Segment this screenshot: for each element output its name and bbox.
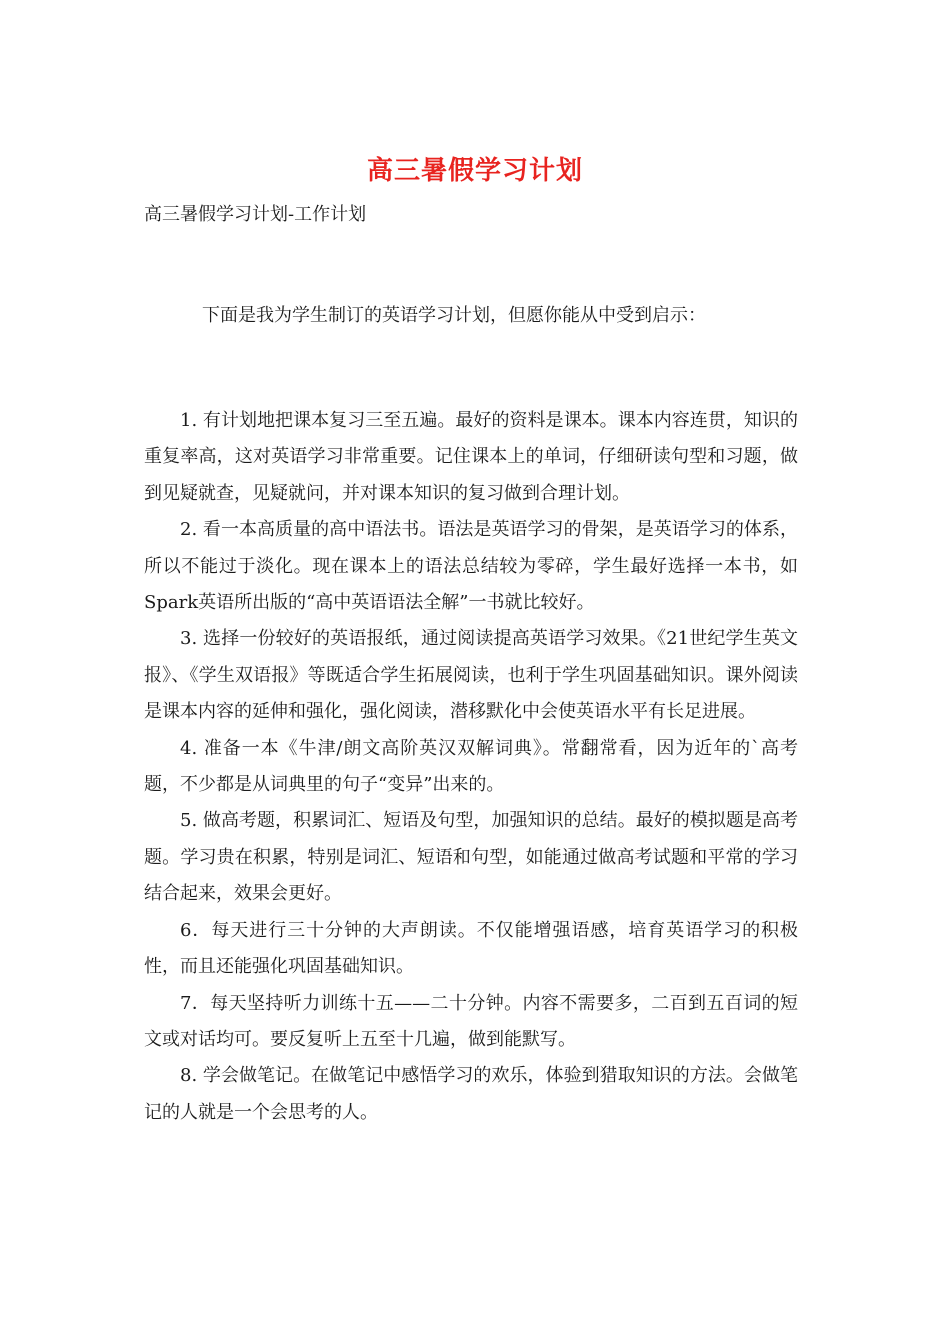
- document-body: [144, 403, 798, 1131]
- paragraph-2: 2. 看一本高质量的高中语法书。语法是英语学习的骨架，是英语学习的体系，所以不能过于淡化。现在课本上的语法总结较为零碎，学生最好选择一本书，如Spark英语所出版的“高中英语语法全解”一书就比较好。: [144, 519, 798, 614]
- document-subtitle: 高三暑假学习计划-工作计划: [144, 204, 367, 225]
- intro-text: 下面是我为学生制订的英语学习计划，但愿你能从中受到启示：: [202, 305, 706, 326]
- paragraph-7: 7．每天坚持听力训练十五——二十分钟。内容不需要多，二百到五百词的短文或对话均可。要反复听上五至十几遍，做到能默写。: [144, 992, 798, 1050]
- document-title: 高三暑假学习计划: [366, 156, 583, 186]
- paragraph-4: 4. 准备一本《牛津/朗文高阶英汉双解词典》。常翻常看，因为近年的`高考题，不少都是从词典里的句子“变异”出来的。: [144, 737, 798, 796]
- paragraph-3: 3. 选择一份较好的英语报纸，通过阅读提高英语学习效果。《21世纪学生英文报》、《学生双语报》等既适合学生拓展阅读，也利于学生巩固基础知识。课外阅读是课本内容的延伸和强化，强化阅读，潜移默化中会使英语水平有长足进展。: [144, 628, 798, 723]
- paragraph-6: 6．每天进行三十分钟的大声朗读。不仅能增强语感，培育英语学习的积极性，而且还能强化巩固基础知识。: [144, 919, 798, 978]
- paragraph-5: 5. 做高考题，积累词汇、短语及句型，加强知识的总结。最好的模拟题是高考题。学习贵在积累，特别是词汇、短语和句型，如能通过做高考试题和平常的学习结合起来，效果会更好。: [144, 810, 798, 905]
- paragraph-1: 1. 有计划地把课本复习三至五遍。最好的资料是课本。课本内容连贯，知识的重复率高，这对英语学习非常重要。记住课本上的单词，仔细研读句型和习题，做到见疑就查，见疑就问，并对课本知识的复习做到合理计划。: [144, 410, 798, 504]
- paragraph-8: 8. 学会做笔记。在做笔记中感悟学习的欢乐，体验到猎取知识的方法。会做笔记的人就是一个会思考的人。: [144, 1065, 798, 1123]
